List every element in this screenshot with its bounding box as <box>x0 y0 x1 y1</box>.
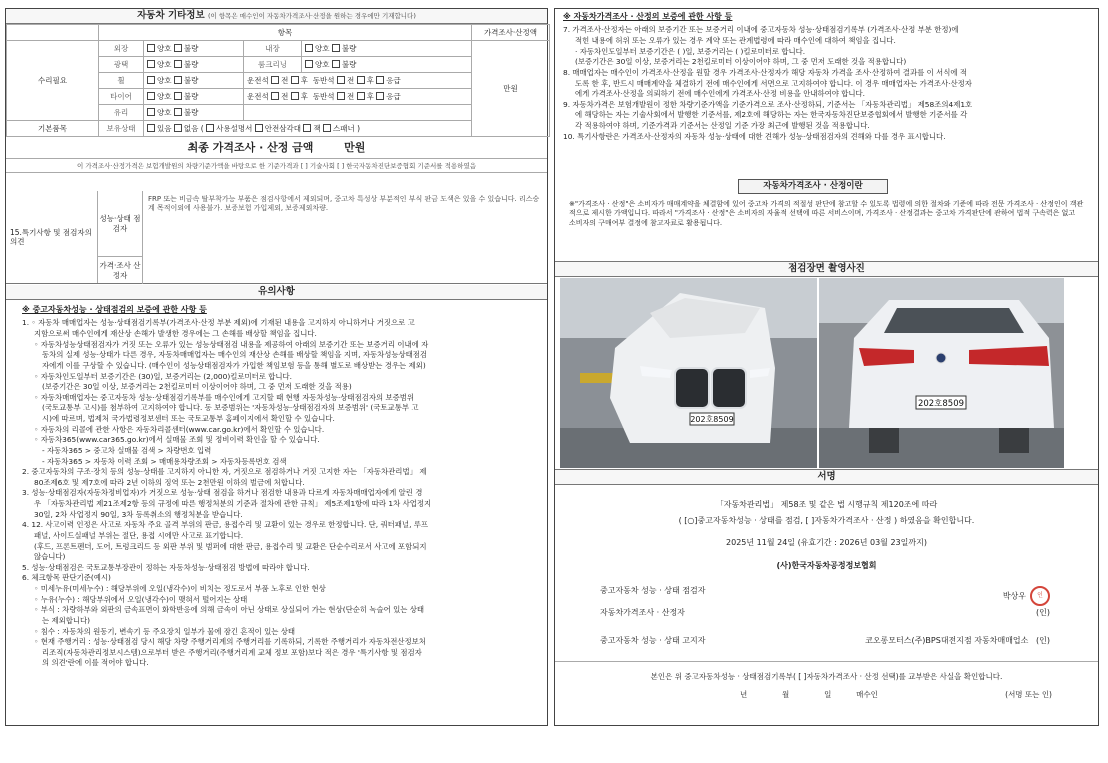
appraisal-line: 적힌 내용에 허위 또는 오류가 있는 경우 계약 또는 관계법령에 따라 매수인에 대하여 책임을 집니다. <box>575 36 896 46</box>
caution-line: 자에게 이를 구상할 수 있습니다. (매수인이 성능상태점검자가 가입한 책임보험 등을 통해 별도로 배상받는 경우는 제외) <box>42 360 426 370</box>
opt-no: 없음 <box>183 123 199 133</box>
appraisal-line: 도록 한 후, 반드시 매매계약을 체결하기 전에 매수인에게 서면으로 고지하여야 합니다. 이 경우 매매업자는 가격조사·산정자 <box>575 78 972 88</box>
appraisal-line: · 자동차인도일부터 보증기간은 ( )일, 보증거리는 ( )킬로미터로 합니다. <box>575 46 806 56</box>
caution-line: (국토교통부 고시)를 첨부하여 고지하여야 합니다. 동 보증범위는 '자동차성능·상태점검자의 보증범위' (국토교통부 고 <box>42 403 419 413</box>
caution-line: ◦ 부식 : 차량하부와 외판의 금속표면이 화학반응에 의해 금속이 아닌 상태로 상실되어 가는 현상(단순히 녹슬어 있는 상태 <box>34 605 425 615</box>
checkbox[interactable] <box>357 92 365 100</box>
inspector-label: 중고자동차 성능 · 상태 점검자 <box>600 586 706 595</box>
row-glass: 유리 <box>99 105 144 121</box>
gloss-options <box>144 57 244 73</box>
appraisal-line: 7. 가격조사·산정자는 아래의 보증기간 또는 보증거리 이내에 중고자동차 성능·상태점검기록부 (가격조사·산정 부분 한정)에 <box>563 25 959 35</box>
right-column <box>554 8 1099 726</box>
row-interior: 내장 <box>244 41 302 57</box>
caution-line: ◦ 자동차의 리콜에 관한 사항은 자동차리콜센터(www.car.go.kr)에서 확인할 수 있습니다. <box>34 424 325 434</box>
confirm-line: 본인은 위 중고자동차성능 · 상태점검기록부( [ ]자동차가격조사 · 산정 선택)를 교부받은 사실을 확인합니다. <box>650 672 1003 681</box>
month-label: 월 <box>782 690 790 699</box>
opt-good: 양호 <box>315 43 330 53</box>
passenger-seat: 동반석 <box>312 91 335 101</box>
check-line: ( [○]중고자동차성능 · 상태를 점검, [ ]자동차가격조사 · 산정 ) 하였음을 확인합니다. <box>678 516 975 525</box>
appraisal-box-text: ※"가격조사 · 산정"은 소비자가 매매계약을 체결함에 있어 중고차 가격의 적절성 판단에 참고할 수 있도록 법령에 의한 절차와 기준에 따라 전문 가격조사 · 산정인이 객관적으로 제시한 가액입니다. 따라서 "가격조사 · 산정"은 소비자의 자율적 선택에 따른 서비스이며, 가격조사 · 산정결과는 중고차 가격판단에 관하여 법적 구속력은 없고 소비자의 구매여부 결정에 참고자료로 활용됩니다. <box>569 200 1084 227</box>
appraiser-label: 자동차가격조사 · 산정자 <box>600 608 685 617</box>
other-info-header <box>6 9 547 24</box>
other-info-table <box>6 24 550 137</box>
rear: 후 <box>366 75 374 85</box>
inspector-name: 박상우 <box>1002 591 1026 601</box>
caution-title: ※ 중고자동차성능 · 상태점검의 보증에 관한 사항 등 <box>22 305 207 314</box>
checkbox[interactable] <box>147 76 155 84</box>
opt-bad: 불량 <box>183 75 199 85</box>
caution-line: - 자동차365 > 중고차 실매물 검색 > 차량번호 입력 <box>42 445 212 455</box>
front-car-image <box>560 278 817 468</box>
checkbox[interactable] <box>305 60 313 68</box>
caution-line: 지함으로써 매수인에게 재산상 손해가 발생한 경우에는 그 손해를 배상할 책임을 집니다. <box>34 329 317 339</box>
row-exterior: 외장 <box>99 41 144 57</box>
inspection-photos <box>555 277 1098 470</box>
opt-manual: 사용설명서 <box>216 123 253 133</box>
interior-options <box>302 41 472 57</box>
appraisal-line: 8. 매매업자는 매수인이 가격조사·산정을 원할 경우 가격조사·산정자가 해당 자동차 가격을 조사·산정하여 결과를 이 서식에 적 <box>563 67 967 77</box>
checkbox[interactable] <box>147 124 155 132</box>
opt-good: 양호 <box>157 75 172 85</box>
issue-date: 2025년 11월 24일 (유효기간 : 2026년 03월 23일까지) <box>726 538 927 547</box>
seal-stamp-icon: 인 <box>1030 586 1050 606</box>
checkbox[interactable] <box>174 76 182 84</box>
caution-line: 6. 체크항목 판단기준(예시) <box>22 573 111 583</box>
signature-section <box>555 486 1098 662</box>
opt-bad: 불량 <box>341 59 357 69</box>
checkbox[interactable] <box>147 108 155 116</box>
rear-car-image <box>819 278 1064 468</box>
caution-line: 리조직(자동차관리정보시스템)으로부터 받은 주행거리(주행거리계 교체 정보 포함)보다 적은 경우 '특기사항 및 점검자 <box>42 647 422 657</box>
basic-options: 있음 없음 ( 사용설명서 안전삼각대 잭 스패너 ) <box>144 121 472 137</box>
opt-bad: 불량 <box>341 43 357 53</box>
notifier-row <box>600 636 1050 646</box>
price-unit: 만원 <box>472 41 550 137</box>
checkbox[interactable] <box>357 76 365 84</box>
checkbox[interactable] <box>271 92 279 100</box>
row-room-clean: 룸크리닝 <box>244 57 302 73</box>
appraiser-seal: (인) <box>1036 608 1050 617</box>
photo-header: 점검장면 촬영사진 <box>555 262 1098 277</box>
buyer-label: 매수인 <box>856 690 878 699</box>
checkbox[interactable] <box>323 124 331 132</box>
rear-car-photo <box>819 278 1064 468</box>
header-item: 항목 <box>99 25 472 41</box>
notifier-name: 코오롱모터스(주)BPS대전지점 자동차매매업소 <box>865 636 1029 645</box>
front: 전 <box>346 91 355 101</box>
header-price: 가격조사·산정액 <box>472 25 550 41</box>
checkbox[interactable] <box>174 92 182 100</box>
law-reference: 「자동차관리법」 제58조 및 같은 법 시행규칙 제120조에 따라 <box>715 500 938 509</box>
rear: 후 <box>366 91 374 101</box>
buyer-sign-note: (서명 또는 인) <box>1005 690 1052 699</box>
caution-line: 패널, 사이드실패널 부위는 절단, 용접 시에만 사고로 표기합니다. <box>34 530 244 540</box>
opt-good: 양호 <box>157 59 172 69</box>
empty-cell <box>244 105 472 121</box>
checkbox[interactable] <box>147 44 155 52</box>
checkbox[interactable] <box>305 44 313 52</box>
caution-line: 2. 중고자동차의 구조·장치 등의 성능·상태를 고지하지 아니한 자, 거짓으로 점검하거나 거짓 고지한 자는 「자동차관리법」 제 <box>22 467 427 477</box>
front: 전 <box>281 75 289 85</box>
checkbox[interactable] <box>291 76 299 84</box>
checkbox[interactable] <box>271 76 279 84</box>
opt-bad: 불량 <box>183 43 199 53</box>
checkbox[interactable] <box>337 92 345 100</box>
notifier-signature <box>865 636 1050 646</box>
appraisal-line: 에게 가격조사·산정을 의뢰하기 전에 매수인에게 가격조사·산정 비용을 안내하여야 합니다. <box>575 89 866 99</box>
appraiser-row <box>600 608 1050 618</box>
rear: 후 <box>300 91 309 101</box>
caution-line: ◦ 자동차인도일부터 보증기간은 (30)일, 보증거리는 (2,000)킬로미터로 합니다. <box>34 371 293 381</box>
checkbox[interactable] <box>303 124 311 132</box>
inspector-row <box>600 586 1050 601</box>
emergency: 응급 <box>386 75 401 85</box>
year-label: 년 <box>740 690 748 699</box>
caution-line: 4. 12. 사고이력 인정은 사고로 자동차 주요 골격 부위의 판금, 용접수리 및 교환이 있는 경우로 한정합니다. 단, 쿼터패널, 루프 <box>22 520 429 530</box>
special-inspector-label: 성능·상태 점검자 <box>98 191 143 257</box>
rear-plate-text: 202호8509 <box>917 399 965 409</box>
signature-header: 서명 <box>555 470 1098 485</box>
opt-spanner: 스패너 <box>332 123 355 133</box>
opt-good: 양호 <box>157 107 172 117</box>
driver-seat: 운전석 <box>247 75 269 85</box>
room-clean-options <box>302 57 472 73</box>
notifier-seal: (인) <box>1036 636 1050 645</box>
checkbox[interactable] <box>174 108 182 116</box>
other-info-title: 자동차 기타정보 <box>137 10 205 21</box>
opt-yes: 있음 <box>157 123 172 133</box>
appraisal-line: (보증기간은 30일 이상, 보증거리는 2천킬로미터 이상이어야 하며, 그 중 먼저 도래한 것을 적용합니다) <box>575 57 907 67</box>
confirm-date-row <box>740 690 1100 699</box>
checkbox[interactable] <box>206 124 214 132</box>
caution-line: (보증기간은 30일 이상, 보증거리는 2천킬로미터 이상이어야 하며, 그 중 먼저 도래한 것을 적용) <box>42 382 352 392</box>
caution-header: 유의사항 <box>6 285 547 300</box>
special-notes-section <box>6 191 547 284</box>
appraisal-section <box>555 9 1098 262</box>
checkbox[interactable] <box>174 124 182 132</box>
association-name: (사)한국자동차공정정보협회 <box>776 561 877 570</box>
caution-line: 않습니다) <box>34 552 66 562</box>
caution-line: 3. 성능·상태점검자(자동차정비업자)가 거짓으로 성능·상태 점검을 하거나 점검한 내용과 다르게 자동차매매업자에게 알린 경 <box>22 488 423 498</box>
caution-line: ◦ 침수 : 자동차의 원동기, 변속기 등 주요장치 일부가 물에 잠긴 흔적이 있는 상태 <box>34 626 296 636</box>
repair-label: 수리필요 <box>7 41 99 121</box>
caution-line: - 자동차365 > 자동차 이력 조회 > 매매용차량조회 > 자동차등록번호 검색 <box>42 456 287 466</box>
caution-line: 80조제6호 및 제7호에 따라 2년 이하의 징역 또는 2천만원 이하의 벌금에 처합니다. <box>34 477 305 487</box>
caution-line: 30일, 2차 사업정지 90일, 3차 등록취소의 행정처분을 받습니다. <box>34 509 243 519</box>
inspection-record-page <box>5 8 1099 726</box>
opt-good: 양호 <box>157 43 172 53</box>
opt-bad: 불량 <box>183 107 199 117</box>
special-appraiser-label: 가격·조사 산정자 <box>98 257 143 284</box>
opt-good: 양호 <box>315 59 330 69</box>
checkbox[interactable] <box>332 60 340 68</box>
final-price-unit: 만원 <box>344 141 366 154</box>
caution-line: 5. 성능·상태점검은 국토교통부장관이 정하는 자동차성능·상태점검 방법에 따라야 합니다. <box>22 562 310 572</box>
checkbox[interactable] <box>174 44 182 52</box>
caution-line: 시)에 따르며, 법제처 국가법령정보센터 또는 국토교통부 홈페이지에서 확인할 수 있습니다. <box>42 414 335 424</box>
wheel-options <box>144 73 244 89</box>
caution-line: ◦ 자동차성능상태점검자가 거짓 또는 오류가 있는 성능상태점검 내용을 제공하여 아래의 보증기간 또는 보증거리 이내에 자 <box>34 339 429 349</box>
caution-body <box>6 301 547 725</box>
front: 전 <box>346 75 355 85</box>
special-label: 15.특기사항 및 점검자의 의견 <box>6 191 98 283</box>
appraisal-line: 9. 자동차가격은 보험개발원이 정한 차량기준가액을 기준가격으로 조사·산정하되, 기준서는 「자동차관리법」 제58조의4제1호 <box>563 99 973 109</box>
checkbox[interactable] <box>255 124 263 132</box>
tire-position <box>244 89 472 105</box>
rear: 후 <box>300 75 309 85</box>
appraisal-line: 10. 특기사항란은 가격조사·산정자의 자동차 성능·상태에 대한 견해가 성능·상태점검자의 견해와 다를 경우 표시합니다. <box>563 131 946 141</box>
checkbox[interactable] <box>174 60 182 68</box>
tire-options <box>144 89 244 105</box>
special-inspector-text: FRP 또는 비금속 탈부착가능 부품은 점검사항에서 제외되며, 중고차 특성상 부분적인 부식 판금 도색은 있을 수 있습니다. 리스승계 목적이외에 사용불가. 보증보험 가입제외, 보증제외차량. <box>148 195 540 213</box>
row-gloss: 광택 <box>99 57 144 73</box>
price-note: 이 가격조사·산정가격은 보험개발원의 차량기준가액을 바탕으로 한 기준가격과 [ ] 기술사회 [ ] 한국자동차진단보증협회 기준서를 적용하였음 <box>6 159 547 173</box>
checkbox[interactable] <box>147 92 155 100</box>
front: 전 <box>281 91 289 101</box>
day-label: 일 <box>824 690 832 699</box>
opt-bad: 불량 <box>183 59 199 69</box>
checkbox[interactable] <box>337 76 345 84</box>
left-column <box>5 8 548 726</box>
opt-jack: 잭 <box>313 123 321 133</box>
caution-line: 1. ◦ 자동차 매매업자는 성능·상태점검기록부(가격조사·산정 부분 제외)에 기재된 내용을 고지하지 아니하거나 거짓으로 고 <box>22 318 415 328</box>
checkbox[interactable] <box>376 92 384 100</box>
appraisal-title: ※ 자동차가격조사 · 산정의 보증에 관한 사항 등 <box>563 12 733 21</box>
passenger-seat: 동반석 <box>312 75 335 85</box>
opt-bad: 불량 <box>183 91 199 101</box>
caution-line: ◦ 현재 주행거리 : 성능·상태점검 당시 해당 차량 주행거리계의 주행거리를 기록하되, 기록한 주행거리가 자동차전산정보처 <box>34 637 426 647</box>
front-car-photo <box>560 278 817 468</box>
final-price-row <box>6 137 547 159</box>
notifier-label: 중고자동차 성능 · 상태 고지자 <box>600 636 706 645</box>
appraisal-box-title: 자동차가격조사 · 산정이란 <box>738 179 888 194</box>
appraisal-line: 에 해당하는 자는 기술사회에서 발행한 기준서를, 제2호에 해당하는 자는 한국자동차진단보증협회에서 발행한 기준서를 각 <box>575 110 968 120</box>
row-tire: 타이어 <box>99 89 144 105</box>
caution-line: 우 「자동차관리법 제21조제2항 등의 규정에 따른 행정처분의 기준과 절차에 관한 규칙」 제5조제1항에 따라 1차 사업정지 <box>34 499 432 509</box>
checkbox[interactable] <box>291 92 299 100</box>
caution-line: ◦ 누유(누수) : 해당부위에서 오일(냉각수)이 맺혀서 떨어지는 상태 <box>34 594 248 604</box>
caution-line: (후드, 프론트펜더, 도어, 트렁크리드 등 외판 부위 및 범퍼에 대한 판금, 용접수리 및 교환은 단순수리로서 사고에 포함되지 <box>34 541 427 551</box>
caution-line: 동차의 실제 성능·상태가 다른 경우, 자동차매매업자는 매수인의 재산상 손해를 배상할 책임을 지며, 자동차성능상태점검 <box>42 350 428 360</box>
corner-cell <box>7 25 99 41</box>
opt-triangle: 안전삼각대 <box>264 123 301 133</box>
other-info-note: (이 항목은 매수인이 자동차가격조사·산정을 원하는 경우에만 기재합니다) <box>207 12 416 20</box>
exterior-options <box>144 41 244 57</box>
caution-line: ◦ 자동차매매업자는 중고자동차 성능·상태점검기록부를 매수인에게 고지할 때 현행 자동차성능·상태점검자의 보증범위 <box>34 392 415 402</box>
caution-line: 는 제외합니다) <box>42 615 91 625</box>
appraisal-line: 각 적용하여야 하며, 기준가격과 기준서는 산정일 기준 가장 최근에 발행된 것을 적용합니다. <box>575 121 870 131</box>
checkbox[interactable] <box>376 76 384 84</box>
checkbox[interactable] <box>147 60 155 68</box>
checkbox[interactable] <box>332 44 340 52</box>
opt-good: 양호 <box>157 91 172 101</box>
caution-line: ◦ 자동차365(www.car365.go.kr)에서 실매물 조회 및 정비이력 확인을 할 수 있습니다. <box>34 435 320 445</box>
caution-line: 의 의견'란에 이를 적어야 합니다. <box>42 658 149 668</box>
inspector-signature <box>1003 586 1050 606</box>
final-price-label: 최종 가격조사 · 산정 금액 <box>187 141 314 154</box>
emergency: 응급 <box>386 91 401 101</box>
row-owned: 보유상태 <box>99 121 144 137</box>
row-wheel: 휠 <box>99 73 144 89</box>
front-plate-text: 202호8509 <box>690 415 734 424</box>
caution-line: ◦ 미세누유(미세누수) : 해당부위에 오일(냉각수)이 비치는 정도로서 부품 노후로 인한 현상 <box>34 584 326 594</box>
driver-seat: 운전석 <box>247 91 269 101</box>
buyer-confirmation <box>555 662 1098 725</box>
wheel-position <box>244 73 472 89</box>
basic-label: 기본품목 <box>7 121 99 137</box>
glass-options <box>144 105 244 121</box>
